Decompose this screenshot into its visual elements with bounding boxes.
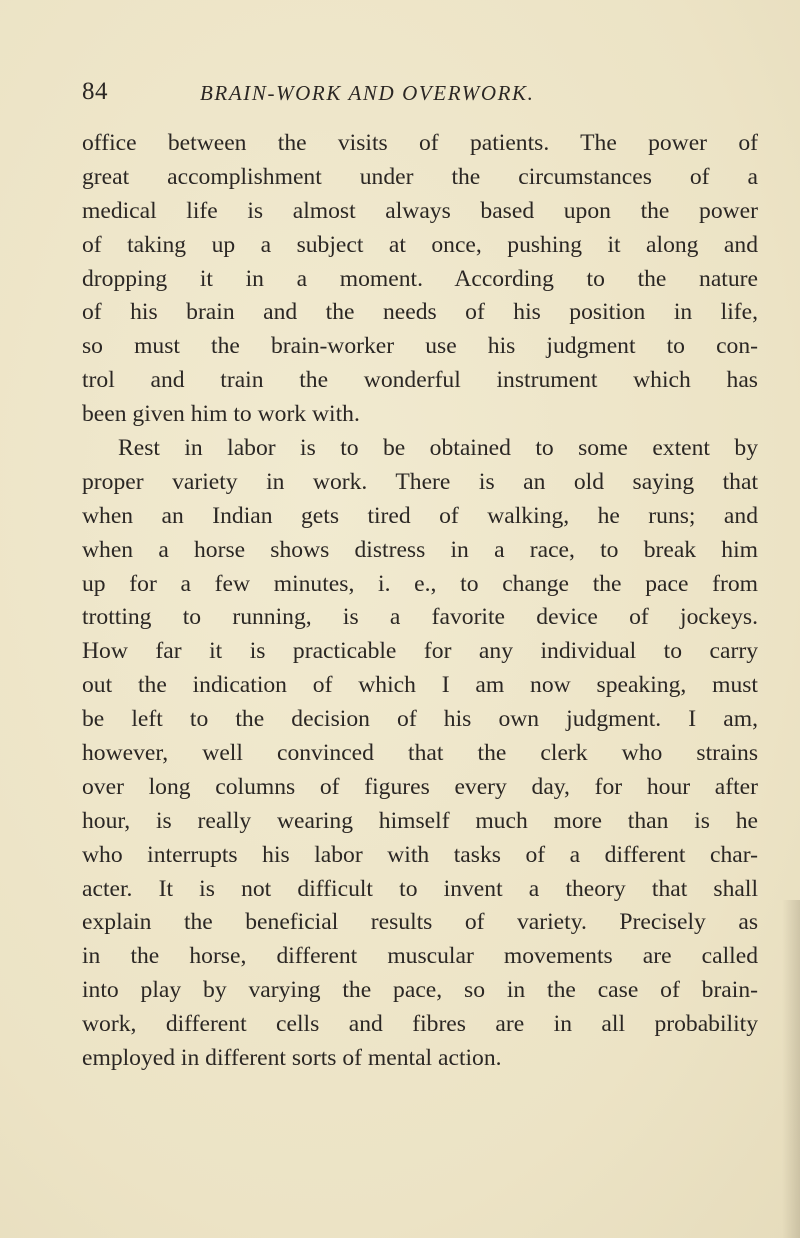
text-line: up for a few minutes, i. e., to change the pace from (82, 570, 758, 597)
text-line: trol and train the wonderful instrument which has (82, 367, 758, 394)
text-line: of his brain and the needs of his position in life, (82, 299, 758, 326)
text-line: office between the visits of patients. The power of (82, 130, 758, 156)
text-line: dropping it in a moment. According to the nature (82, 265, 758, 292)
text-line: when an Indian gets tired of walking, he runs; and (82, 502, 758, 529)
text-line: be left to the decision of his own judgment. I am, (82, 706, 758, 733)
running-head (82, 78, 722, 118)
text-line: medical life is almost always based upon the power (82, 197, 758, 224)
text-line: acter. It is not difficult to invent a theory that shall (82, 875, 758, 902)
running-title: BRAIN-WORK AND OVERWORK. (200, 81, 535, 105)
text-line: so must the brain-worker use his judgment to con- (82, 333, 758, 360)
text-line: however, well convinced that the clerk who strains (82, 740, 758, 767)
paragraph-start-line: Rest in labor is to be obtained to some extent by (118, 435, 758, 462)
text-line: explain the beneficial results of variety. Precisely as (82, 909, 758, 936)
paragraph-end-line: been given him to work with. (82, 401, 360, 428)
text-line: who interrupts his labor with tasks of a different char- (82, 841, 758, 868)
paragraph-end-line: employed in different sorts of mental action. (82, 1045, 502, 1072)
text-line: out the indication of which I am now speaking, must (82, 672, 758, 699)
text-line: great accomplishment under the circumstances of a (82, 163, 758, 190)
text-line: into play by varying the pace, so in the case of brain- (82, 977, 758, 1004)
text-line: proper variety in work. There is an old saying that (82, 468, 758, 495)
text-line: work, different cells and fibres are in all probability (82, 1011, 758, 1038)
page-edge-shadow (782, 900, 800, 1238)
text-line: when a horse shows distress in a race, to break him (82, 536, 758, 563)
text-line: How far it is practicable for any individual to carry (82, 638, 758, 665)
text-line: trotting to running, is a favorite device of jockeys. (82, 604, 758, 631)
text-line: over long columns of figures every day, for hour after (82, 773, 758, 800)
text-line: of taking up a subject at once, pushing it along and (82, 231, 758, 258)
text-line: hour, is really wearing himself much more than is he (82, 807, 758, 834)
text-line: in the horse, different muscular movements are called (82, 943, 758, 970)
body-text (82, 127, 758, 1076)
page-number: 84 (82, 78, 108, 105)
